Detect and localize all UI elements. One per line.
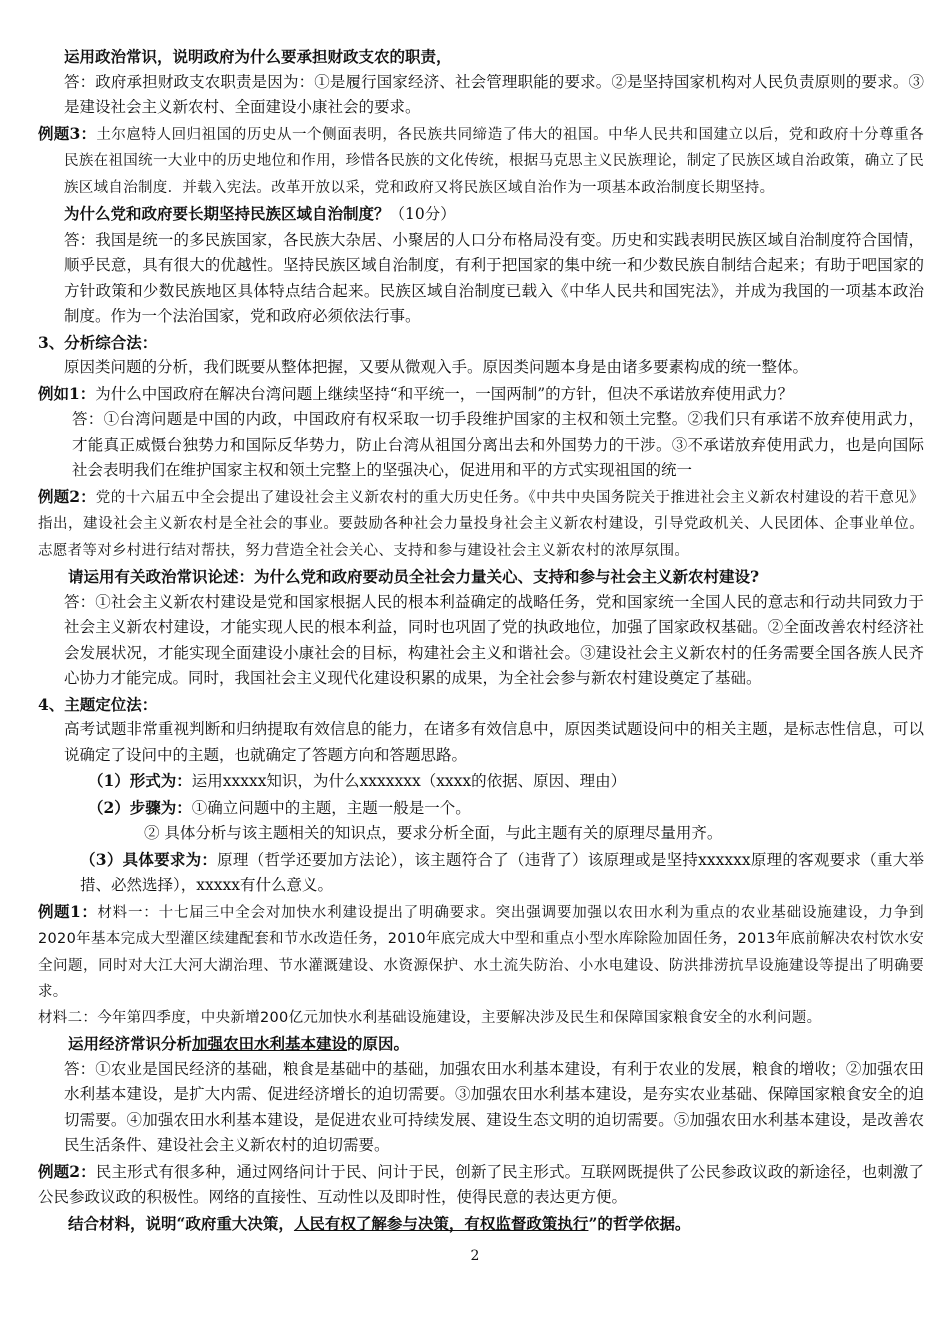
section-4-intro: 高考试题非常重视判断和归纳提取有效信息的能力，在诸多有效信息中，原因类试题设问中的相关主题，是标志性信息，可以说确定了设问中的主题，也就确定了答题方向和答题思路。	[64, 720, 924, 764]
example-3	[38, 121, 924, 202]
answer-example-2: 答：①社会主义新农村建设是党和国家根据人民的根本利益确定的战略任务，党和国家统一全国人民的意志和行动共同致力于社会主义新农村建设，才能实现人民的根本利益，同时也巩固了党的执政地位，加强了国家政权基础。②全面改善农村经济社会发展状况，才能实现全面建设小康社会的目标，构建社会主义和谐社会。③建设社会主义新农村的任务需要全国各族人民齐心协力才能完成。同时，我国社会主义现代化建设积累的成果，为全社会参与新农村建设奠定了基础。	[64, 592, 924, 687]
example-1b-label: 例题1：	[38, 901, 98, 921]
steps-label: （2）步骤为：	[88, 797, 192, 817]
example-2b-text: 民主形式有很多种，通过网络问计于民、问计于民，创新了民主形式。互联网既提供了公民参政议政的新途径，也刺激了公民参政议政的积极性。网络的直接性、互动性以及即时性，使得民意的表达更方便。	[38, 1162, 924, 1206]
form-line	[38, 768, 924, 795]
section-4-heading: 4、主题定位法：	[38, 694, 158, 714]
question-example-2b-post: ”的哲学依据。	[588, 1213, 691, 1233]
requirements-line	[38, 847, 924, 899]
form-label: （1）形式为：	[88, 771, 192, 790]
question-example-1b	[38, 1031, 924, 1057]
example-3-text: 土尔扈特人回归祖国的历史从一个侧面表明，各民族共同缔造了伟大的祖国。中华人民共和国建立以后，党和政府十分尊重各民族在祖国统一大业中的历史地位和作用，珍惜各民族的文化传统，根据马克思主义民族理论，制定了民族区域自治政策，确立了民族区域自治制度．并载入宪法。改革开放以采，党和政府又将民族区域自治作为一项基本政治制度长期坚持。	[64, 126, 924, 196]
section-3-heading: 3、分析综合法：	[38, 332, 158, 352]
example-2-label: 例题2：	[38, 486, 96, 506]
requirements-label: （3）具体要求为：	[80, 849, 218, 869]
question-example-1b-post: 的原因。	[347, 1034, 410, 1053]
example-3-label: 例题3：	[38, 123, 97, 143]
material-2: 材料二：今年第四季度，中央新增200亿元加快水利基础设施建设，主要解决涉及民生和保障国家粮食安全的水利问题。	[38, 1009, 822, 1026]
page-number: 2	[470, 1248, 480, 1264]
requirements-text: 原理（哲学还要加方法论），该主题符合了（违背了）该原理或是坚持xxxxxx原理的客观要求（重大举措、必然选择），xxxxx有什么意义。	[80, 850, 924, 894]
question-fiscal: 运用政治常识，说明政府为什么要承担财政支农的职责，	[64, 47, 452, 66]
example-2b-label: 例题2：	[38, 1161, 96, 1181]
example-1b	[38, 899, 924, 1006]
steps-text-2: ② 具体分析与该主题相关的知识点，要求分析全面，与此主题有关的原理尽量用齐。	[144, 824, 723, 842]
section-3-intro: 原因类问题的分析，我们既要从整体把握，又要从微观入手。原因类问题本身是由诸多要素构成的统一整体。	[64, 358, 809, 376]
question-example-2: 请运用有关政治常识论述：为什么党和政府要动员全社会力量关心、支持和参与社会主义新农村建设?	[68, 567, 760, 586]
example-2-text: 党的十六届五中全会提出了建设社会主义新农村的重大历史任务。《中共中央国务院关于推进社会主义新农村建设的若干意见》指出，建设社会主义新农村是全社会的事业。要鼓励各种社会力量投身社会主义新农村建设，引导党政机关、人民团体、企事业单位。志愿者等对乡村进行结对帮扶，努力营造全社会关心、支持和参与建设社会主义新农村的浓厚氛围。	[38, 489, 924, 559]
question-example-1b-underlined: 加强农田水利基本建设	[192, 1034, 348, 1053]
question-autonomy	[38, 201, 924, 228]
form-text: 运用xxxxx知识，为什么xxxxxxx（xxxx的依据、原因、理由）	[191, 772, 627, 790]
answer-fiscal: 答：政府承担财政支农职责是因为：①是履行国家经济、社会管理职能的要求。②是坚持国家机构对人民负责原则的要求。③是建设社会主义新农村、全面建设小康社会的要求。	[64, 72, 924, 116]
example-1-label: 例如1：	[38, 383, 96, 403]
question-example-2b-pre: 结合材料，说明“政府重大决策，	[68, 1213, 294, 1233]
steps-text-1: ①确立问题中的主题，主题一般是一个。	[191, 798, 471, 817]
example-1-text: 为什么中国政府在解决台湾问题上继续坚持“和平统一，一国两制”的方针，但决不承诺放弃使用武力？	[95, 384, 794, 403]
question-example-1b-pre: 运用经济常识分析	[68, 1034, 193, 1053]
question-example-2b-underlined: 人民有权了解参与决策，有权监督政策执行	[293, 1213, 589, 1233]
question-autonomy-score: （10分）	[389, 205, 456, 223]
example-2b	[38, 1159, 924, 1211]
answer-example-1: 答：①台湾问题是中国的内政，中国政府有权采取一切手段维护国家的主权和领土完整。②我们只有承诺不放弃使用武力，才能真正威慑台独势力和国际反华势力，防止台湾从祖国分离出去和外国势力的干涉。③不承诺放弃使用武力，也是向国际社会表明我们在维护国家主权和领土完整上的坚强决心，促进用和平的方式实现祖国的统一	[72, 410, 924, 479]
answer-autonomy: 答：我国是统一的多民族国家，各民族大杂居、小聚居的人口分布格局没有变。历史和实践表明民族区域自治制度符合国情，顺乎民意，具有很大的优越性。坚持民族区域自治制度，有利于把国家的集中统一和少数民族自制结合起来；有助于吧国家的方针政策和少数民族地区具体特点结合起来。民族区域自治制度已载入《中华人民共和国宪法》，并成为我国的一项基本政治制度。作为一个法治国家，党和政府必须依法行事。	[64, 230, 924, 325]
steps-line	[38, 795, 924, 822]
question-autonomy-text: 为什么党和政府要长期坚持民族区域自治制度？	[64, 204, 390, 223]
answer-example-1b: 答：①农业是国民经济的基础，粮食是基础中的基础，加强农田水利基本建设，有利于农业的发展，粮食的增收；②加强农田水利基本建设，是扩大内需、促进经济增长的迫切需要。③加强农田水利基本建设，是夯实农业基础、保障国家粮食安全的迫切需要。④加强农田水利基本建设，是促进农业可持续发展、建设生态文明的迫切需要。⑤加强农田水利基本建设，是改善农民生活条件、建设社会主义新农村的迫切需要。	[64, 1059, 924, 1154]
question-example-2b	[38, 1211, 924, 1237]
example-1	[38, 381, 924, 408]
example-1b-text: 材料一：十七届三中全会对加快水利建设提出了明确要求。突出强调要加强以农田水利为重点的农业基础设施建设，力争到2020年基本完成大型灌区续建配套和节水改造任务，2010年底完成大中型和重点小型水库除险加固任务，2013年底前解决农村饮水安全问题，同时对大江大河大湖治理、节水灌溉建设、水资源保护、水土流失防治、小水电建设、防洪排涝抗旱设施建设等提出了明确要求。	[38, 904, 924, 1000]
example-2	[38, 484, 924, 565]
